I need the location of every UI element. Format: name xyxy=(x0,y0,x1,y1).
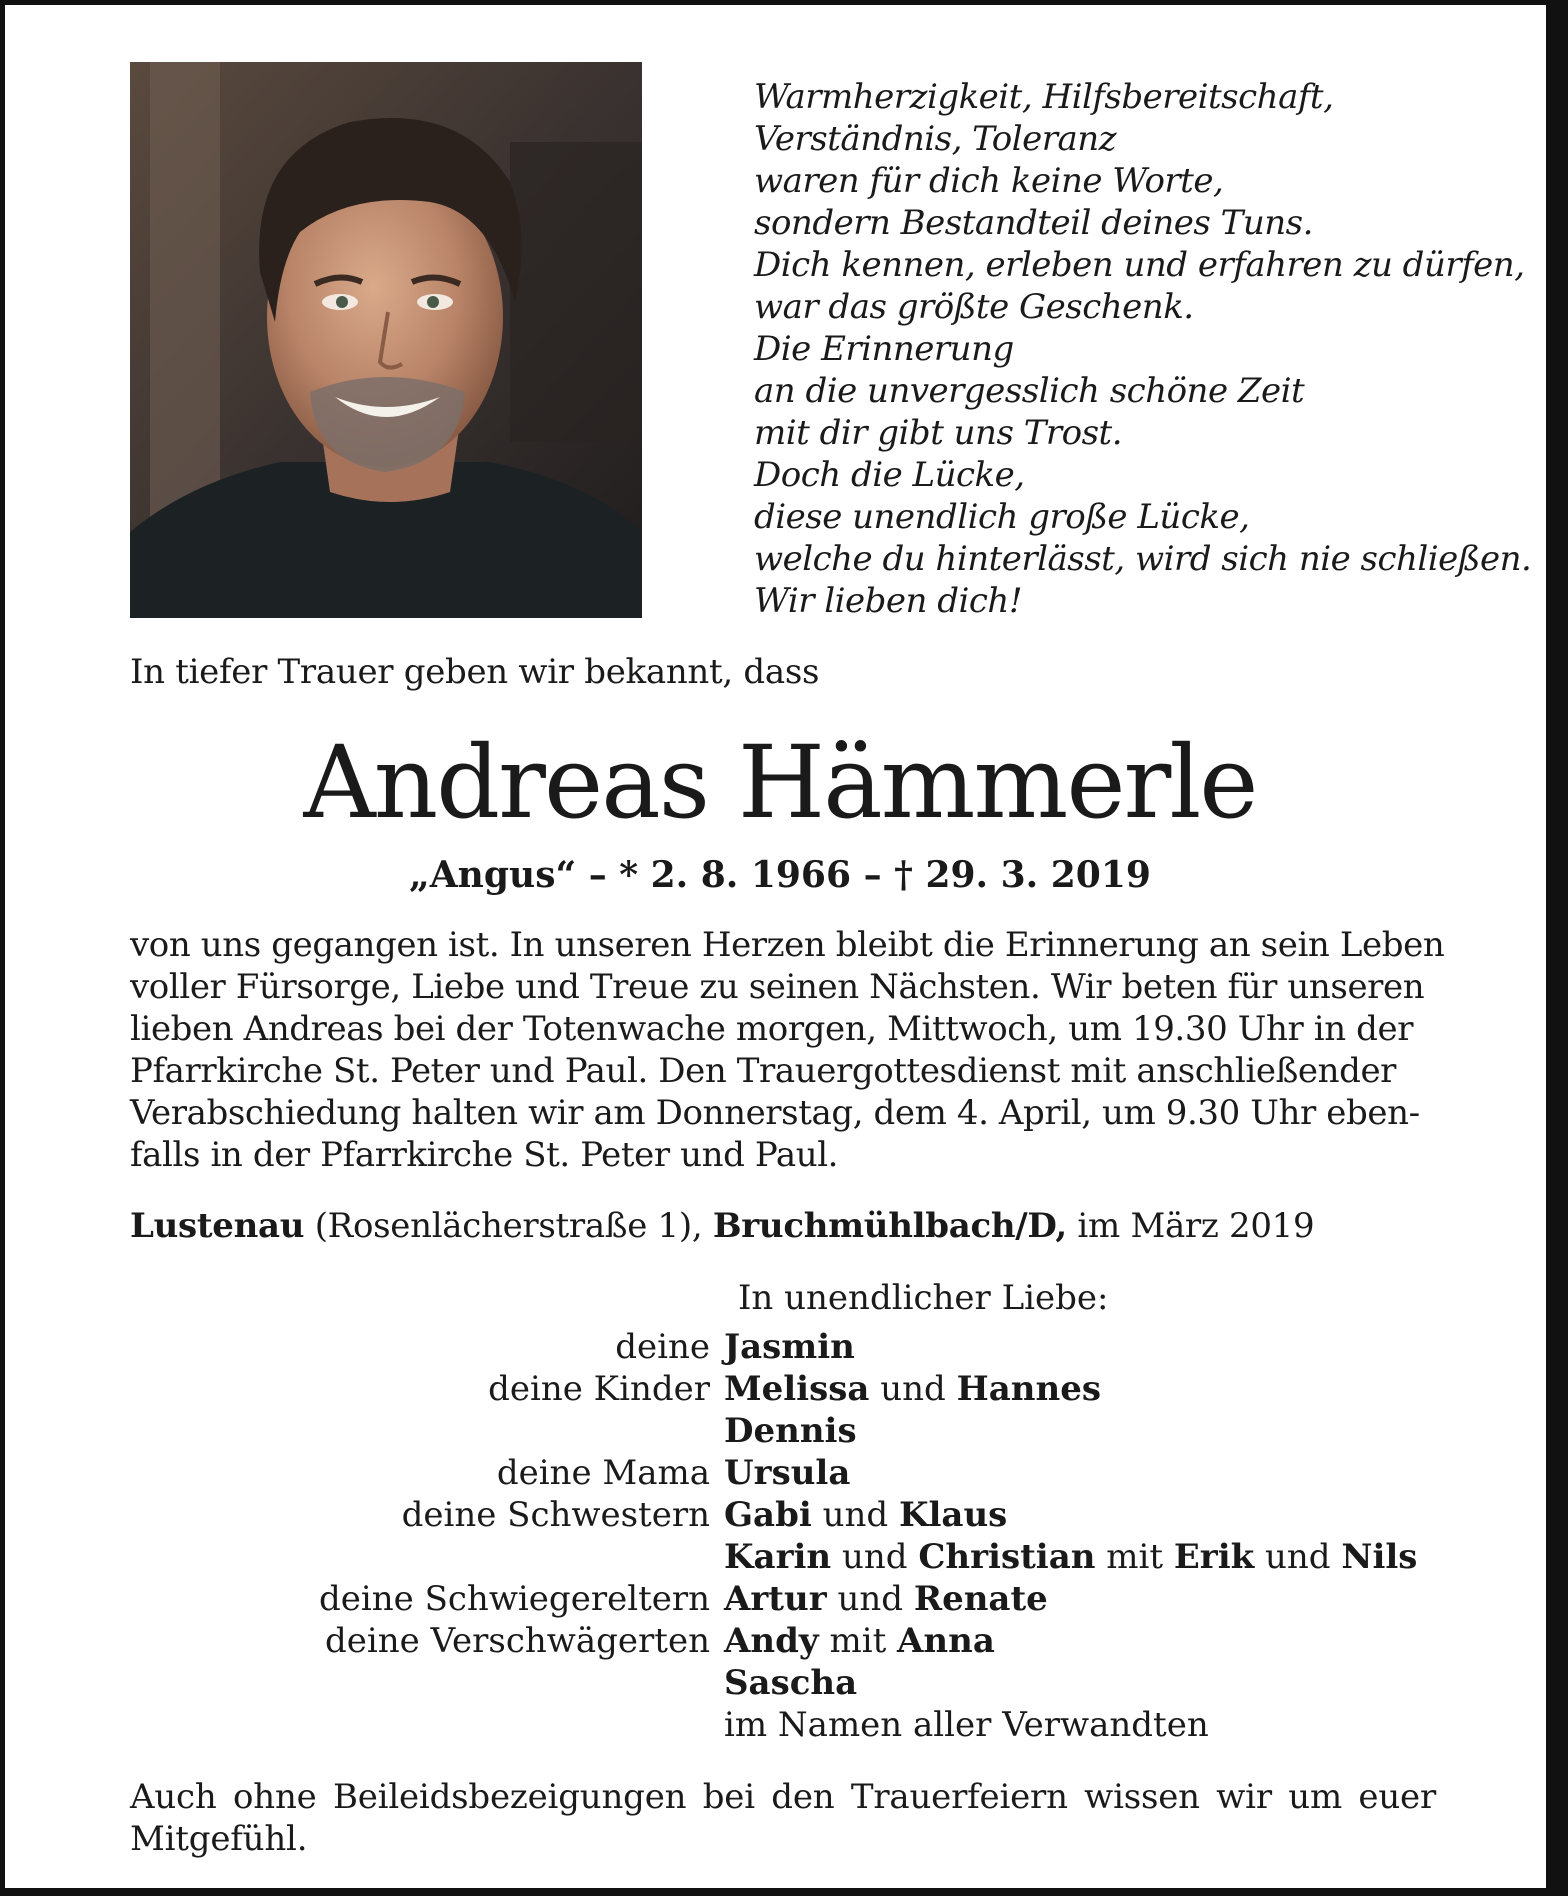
mourner-name: Andy xyxy=(724,1621,819,1661)
mourner-name: Melissa xyxy=(724,1369,870,1409)
relation-label: deine xyxy=(615,1327,710,1367)
announcement-text xyxy=(130,924,1445,1176)
poem-line: sondern Bestandteil deines Tuns. xyxy=(754,203,1313,243)
closing-text xyxy=(130,1776,1436,1860)
poem-line: welche du hinterlässt, wird sich nie schließen. xyxy=(754,539,1532,579)
poem-line: diese unendlich große Lücke, xyxy=(754,497,1250,537)
connector-text: mit xyxy=(818,1621,898,1661)
mourner-names xyxy=(724,1410,1436,1452)
address: (Rosenlächerstraße 1), xyxy=(304,1206,713,1246)
text-line: Pfarrkirche St. Peter und Paul. Den Trauergottesdienst mit anschließender xyxy=(130,1051,1397,1091)
mourner-name: Artur xyxy=(724,1579,827,1619)
mourner-name: Klaus xyxy=(898,1495,1008,1535)
mourner-row xyxy=(130,1368,1436,1410)
mourner-row xyxy=(130,1662,1436,1704)
connector-text: und xyxy=(869,1369,957,1409)
relation-label: deine Mama xyxy=(496,1453,710,1493)
mourner-name: Erik xyxy=(1173,1537,1255,1577)
text-line: Mitgefühl. xyxy=(130,1819,308,1859)
mourner-row xyxy=(130,1452,1436,1494)
relation-label xyxy=(130,1536,724,1578)
life-dates: „Angus“ – * 2. 8. 1966 – † 29. 3. 2019 xyxy=(409,854,1151,896)
mourner-name: Christian xyxy=(918,1537,1096,1577)
mourner-row xyxy=(130,1704,1436,1746)
mourner-row xyxy=(130,1410,1436,1452)
mourner-names xyxy=(724,1662,1436,1704)
poem-line: Warmherzigkeit, Hilfsbereitschaft, xyxy=(754,77,1334,117)
mourner-name: Anna xyxy=(897,1621,995,1661)
mourner-name: Jasmin xyxy=(724,1327,855,1367)
relation-label: deine Kinder xyxy=(488,1369,710,1409)
mourner-names xyxy=(724,1452,1436,1494)
text-line: falls in der Pfarrkirche St. Peter und Paul. xyxy=(130,1135,839,1175)
poem-line: Dich kennen, erleben und erfahren zu dürfen, xyxy=(754,245,1525,285)
connector-text: und xyxy=(826,1579,914,1619)
text-line: von uns gegangen ist. In unseren Herzen bleibt die Erinnerung an sein Leben xyxy=(130,925,1445,965)
text-line: Auch ohne Beileidsbezeigungen bei den Trauerfeiern wissen wir um euer xyxy=(130,1777,1436,1817)
mourners-heading: In unendlicher Liebe: xyxy=(738,1278,1109,1318)
relation-label xyxy=(130,1704,724,1746)
connector-text: mit xyxy=(1095,1537,1174,1577)
mourner-row xyxy=(130,1536,1436,1578)
memorial-poem xyxy=(754,76,1532,622)
text-line: voller Fürsorge, Liebe und Treue zu seinen Nächsten. Wir beten für unseren xyxy=(130,967,1425,1007)
town-lustenau: Lustenau xyxy=(130,1206,305,1246)
mourner-names xyxy=(724,1704,1436,1746)
mourners-list xyxy=(130,1326,1436,1746)
connector-text: und xyxy=(831,1537,919,1577)
connector-text: und xyxy=(811,1495,899,1535)
intro-text: In tiefer Trauer geben wir bekannt, dass xyxy=(130,652,820,692)
deceased-name: Andreas Hämmerle xyxy=(303,724,1257,841)
place-and-date xyxy=(130,1204,1314,1248)
poem-line: war das größte Geschenk. xyxy=(754,287,1194,327)
mourner-name: Sascha xyxy=(724,1663,858,1703)
mourner-name: Nils xyxy=(1341,1537,1418,1577)
relation-label: deine Verschwägerten xyxy=(325,1621,710,1661)
mourner-name: Dennis xyxy=(724,1411,857,1451)
text-line: lieben Andreas bei der Totenwache morgen, Mittwoch, um 19.30 Uhr in der xyxy=(130,1009,1414,1049)
mourner-name: Renate xyxy=(913,1579,1048,1619)
mourner-names xyxy=(724,1326,1436,1368)
mourner-names xyxy=(724,1494,1436,1536)
mourner-name: Ursula xyxy=(724,1453,851,1493)
relation-label: deine Schwestern xyxy=(401,1495,710,1535)
mourner-names xyxy=(724,1368,1436,1410)
poem-line: Verständnis, Toleranz xyxy=(754,119,1117,159)
mourner-row xyxy=(130,1578,1436,1620)
text-line: Verabschiedung halten wir am Donnerstag, dem 4. April, um 9.30 Uhr eben- xyxy=(130,1093,1420,1133)
poem-line: mit dir gibt uns Trost. xyxy=(754,413,1123,453)
relation-label: deine Schwiegereltern xyxy=(319,1579,710,1619)
poem-line: waren für dich keine Worte, xyxy=(754,161,1224,201)
mourner-name: Karin xyxy=(724,1537,832,1577)
mourner-names xyxy=(724,1578,1436,1620)
mourner-row xyxy=(130,1494,1436,1536)
portrait-photo xyxy=(130,62,642,618)
poem-line: Die Erinnerung xyxy=(754,329,1014,369)
poem-line: an die unvergesslich schöne Zeit xyxy=(754,371,1305,411)
relation-label xyxy=(130,1410,724,1452)
connector-text: und xyxy=(1254,1537,1342,1577)
town-bruchmuehlbach: Bruchmühlbach/D, xyxy=(712,1206,1067,1246)
mourner-names xyxy=(724,1536,1436,1578)
mourner-name: Gabi xyxy=(724,1495,812,1535)
poem-line: Wir lieben dich! xyxy=(754,581,1022,621)
month-year: im März 2019 xyxy=(1066,1206,1315,1246)
relation-label xyxy=(130,1662,724,1704)
mourner-row xyxy=(130,1620,1436,1662)
poem-line: Doch die Lücke, xyxy=(754,455,1025,495)
mourner-row xyxy=(130,1326,1436,1368)
mourner-name: Hannes xyxy=(956,1369,1101,1409)
mourner-names xyxy=(724,1620,1436,1662)
connector-text: im Namen aller Verwandten xyxy=(724,1705,1209,1745)
